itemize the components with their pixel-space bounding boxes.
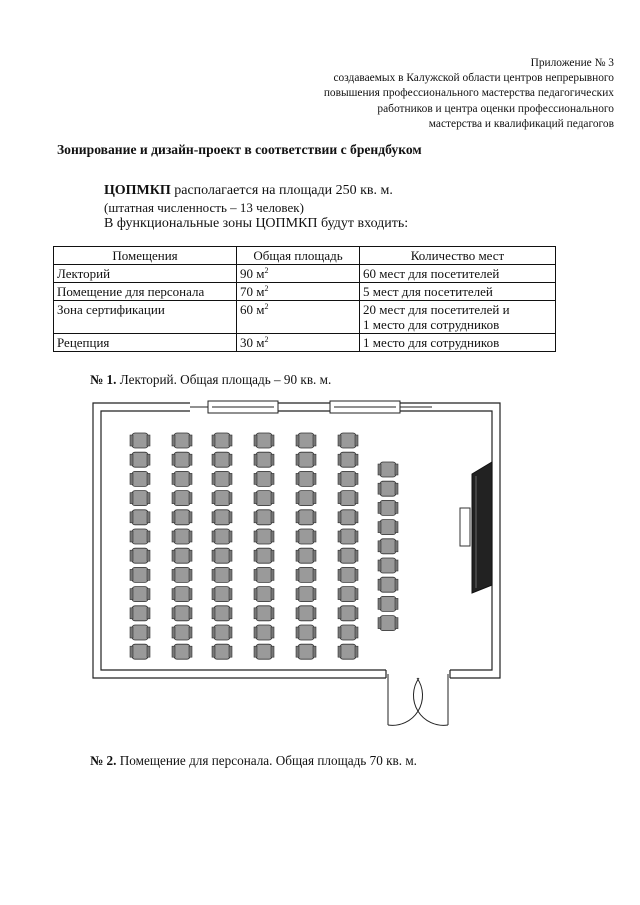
room-cell: Помещение для персонала [54,283,237,301]
table-row [54,334,556,352]
seat [378,481,398,496]
seat [172,625,192,640]
seat [296,567,316,582]
header-area: Общая площадь [237,247,360,265]
seat [254,510,274,525]
seat [338,452,358,467]
seat [212,644,232,659]
seat [130,548,150,563]
seat [338,510,358,525]
seat [338,529,358,544]
seat [296,510,316,525]
lecture-hall-floor-plan [90,400,510,740]
seat [254,471,274,486]
room-cell: Зона сертификации [54,301,237,334]
seat [338,548,358,563]
seats-cell: 5 мест для посетителей [360,283,556,301]
seat [130,587,150,602]
seat [338,587,358,602]
seat [254,529,274,544]
seat [254,452,274,467]
seat [338,471,358,486]
table-row [54,265,556,283]
intro-area-line [104,183,408,200]
seat [254,433,274,448]
door [388,674,448,725]
seat [378,520,398,535]
seat [130,644,150,659]
seat [338,644,358,659]
plan-1-caption: № 1. Лекторий. Общая площадь – 90 кв. м. [90,372,332,387]
seat [212,510,232,525]
appendix-line: повышения профессионального мастерства педагогических [323,87,614,100]
area-text: располагается на площади 250 кв. м. [170,183,393,198]
appendix-line: работников и центра оценки профессионального [377,102,614,115]
seat [254,587,274,602]
seat [254,606,274,621]
seat [254,625,274,640]
seat [172,567,192,582]
seats-cell: 20 мест для посетителей и 1 место для сотрудников [360,301,556,334]
seat [130,433,150,448]
seat [378,577,398,592]
seat [296,625,316,640]
seat [338,606,358,621]
seat [296,548,316,563]
table-header-row [54,247,556,265]
seat [130,510,150,525]
seat [338,433,358,448]
seat [378,558,398,573]
seat [172,433,192,448]
seat [172,644,192,659]
seat [378,462,398,477]
seat [212,433,232,448]
seat [212,491,232,506]
plan-2-caption: № 2. Помещение для персонала. Общая площадь 70 кв. м. [90,753,417,768]
header-seats: Количество мест [360,247,556,265]
seat [254,567,274,582]
seat [172,587,192,602]
seat [130,491,150,506]
seat [130,529,150,544]
room-cell: Рецепция [54,334,237,352]
seat [254,491,274,506]
seat [130,567,150,582]
section-heading: Зонирование и дизайн-проект в соответствии с брендбуком [57,142,422,157]
seat [254,548,274,563]
seat [172,471,192,486]
seat [212,548,232,563]
center-abbreviation: ЦОПМКП [104,183,171,198]
room-cell: Лекторий [54,265,237,283]
seat [212,452,232,467]
seat [130,606,150,621]
seat [130,471,150,486]
seat [172,452,192,467]
seat [172,510,192,525]
area-cell: 60 $м^2$ [237,301,360,334]
seat [296,587,316,602]
seat [338,567,358,582]
area-cell: 90 $м^2$ [237,265,360,283]
zones-text: В функциональные зоны ЦОПМКП будут входить: [104,216,409,231]
seat [130,452,150,467]
seat [130,625,150,640]
seat [296,606,316,621]
appendix-line: создаваемых в Калужской области центров непрерывного [333,72,614,85]
seat [212,567,232,582]
seat [212,471,232,486]
seat [296,644,316,659]
presentation-screen [460,462,492,593]
seat [378,616,398,631]
seat [212,606,232,621]
appendix-line: мастерства и квалификаций педагогов [428,117,614,130]
seat [172,491,192,506]
seat [378,539,398,554]
seat [296,471,316,486]
seat [338,625,358,640]
intro-paragraph [104,183,408,233]
seat [378,596,398,611]
appendix-line: Приложение № 3 [530,57,614,69]
seat [172,529,192,544]
header-room: Помещения [54,247,237,265]
area-cell: 30 $м^2$ [237,334,360,352]
seat [296,491,316,506]
seat [212,587,232,602]
seat [338,491,358,506]
seating-area [130,433,398,659]
staff-text: (штатная численность – 13 человек) [104,199,304,215]
seat [172,548,192,563]
seats-cell: 60 мест для посетителей [360,265,556,283]
table-row [54,283,556,301]
table-row [54,301,556,334]
zones-table [53,246,556,352]
seats-cell: 1 место для сотрудников [360,334,556,352]
seat [172,606,192,621]
appendix-note [284,56,614,132]
seat [296,433,316,448]
seat [296,452,316,467]
seat [212,625,232,640]
seat [378,500,398,515]
seat [296,529,316,544]
seat [254,644,274,659]
seat [212,529,232,544]
area-cell: 70 $м^2$ [237,283,360,301]
